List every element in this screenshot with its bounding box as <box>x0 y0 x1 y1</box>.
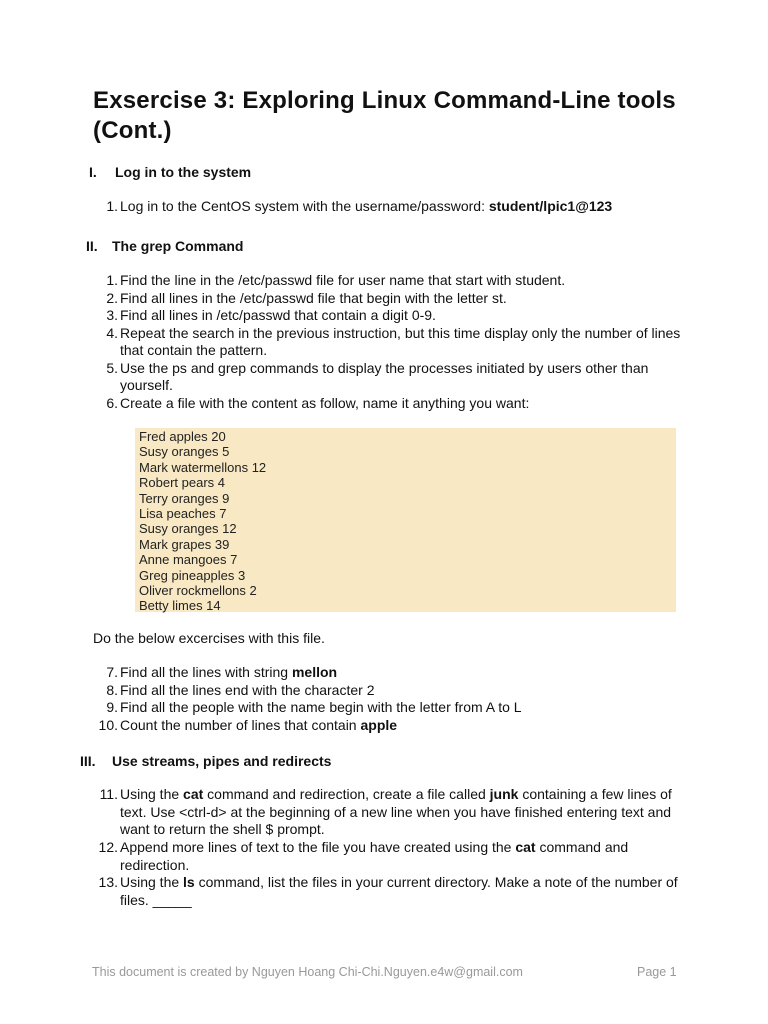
instruction-note: Do the below excercises with this file. <box>93 630 325 646</box>
section-number: II. <box>86 238 98 254</box>
section-heading-grep <box>86 238 243 254</box>
section-heading-login <box>89 164 251 180</box>
file-line: Terry oranges 9 <box>139 490 230 506</box>
file-line: Mark watermellons 12 <box>139 459 267 475</box>
file-lines <box>135 429 266 614</box>
file-content-box <box>135 428 676 612</box>
section-heading-streams <box>80 753 331 769</box>
file-line: Mark grapes 39 <box>139 536 230 552</box>
file-line: Anne mangoes 7 <box>139 552 238 568</box>
file-line: Robert pears 4 <box>139 475 225 491</box>
file-line: Fred apples 20 <box>139 429 226 444</box>
item-text: Log in to the CentOS system with the username/password: student/lpic1@123 <box>120 198 613 214</box>
credentials: student/lpic1@123 <box>488 198 613 214</box>
section-number: I. <box>89 164 97 180</box>
file-line: Lisa peaches 7 <box>139 506 227 522</box>
file-line: Oliver rockmellons 2 <box>139 583 257 599</box>
file-line: Betty limes 14 <box>139 598 221 614</box>
footer-author: This document is created by Nguyen Hoang Chi-Chi.Nguyen.e4w@gmail.com <box>92 965 523 979</box>
footer-page-number: Page 1 <box>637 965 677 979</box>
file-line: Susy oranges 12 <box>139 521 237 537</box>
section-number: III. <box>80 753 96 769</box>
item-number: 1. <box>106 198 118 214</box>
page-title: Exsercise 3: Exploring Linux Command-Line tools (Cont.) <box>93 87 676 144</box>
section-title: Use streams, pipes and redirects <box>112 753 332 769</box>
section-title: Log in to the system <box>115 164 252 180</box>
document-page: Exsercise 3: Exploring Linux Command-Line tools (Cont.) I. Log in to the system 1. Log in to the CentOS system with the username/password: student/lpic1@123 II. The grep Command 1. Find the line in the /etc/passwd file for user name that start with student. 2. Find all lines in the /etc/passwd file that begin with the letter st. 3. Find all lines in /etc/passwd that contain a digit 0-9. 4. Repeat the search in the previous instruction, but this time display only the number of lines that contain the pattern. 5. Use the ps and grep commands to display the processes initiated by users other than yourself. 6. Create a file with the content as follow, name it anything you want: Fred apples 20 Susy oranges 5 Mark watermellons 12 Robert pears 4 Terry oranges 9 Lisa peaches 7 Susy oranges 12 Mark grapes 39 Anne mangoes 7 Greg pineapples 3 Oliver rockmellons 2 Betty limes 14 Do the below excercises with this file. 7. Find all the lines with string mellon 8. Find all the lines end with the character 2 9. Find all the people with the name begin with the letter from A to L 10. Count the number of lines that contain apple III. Use streams, pipes and redirects 11. Using the cat command and redirection, create a file called junk containing a few lines of text. Use <ctrl-d> at the beginning of a new line when you have finished entering text and want to return the shell $ prompt. 12. Append more lines of text to the file you have created using the cat command and redirection. 13. Using the ls command, list the files in your current directory. Make a note of the number of files. _____ This document is created by Nguyen Hoang Chi-Chi.Nguyen.e4w@gmail.com Page 1 <box>0 0 768 1024</box>
section-title: The grep Command <box>112 238 244 254</box>
file-line: Susy oranges 5 <box>139 444 230 460</box>
file-line: Greg pineapples 3 <box>139 567 246 583</box>
